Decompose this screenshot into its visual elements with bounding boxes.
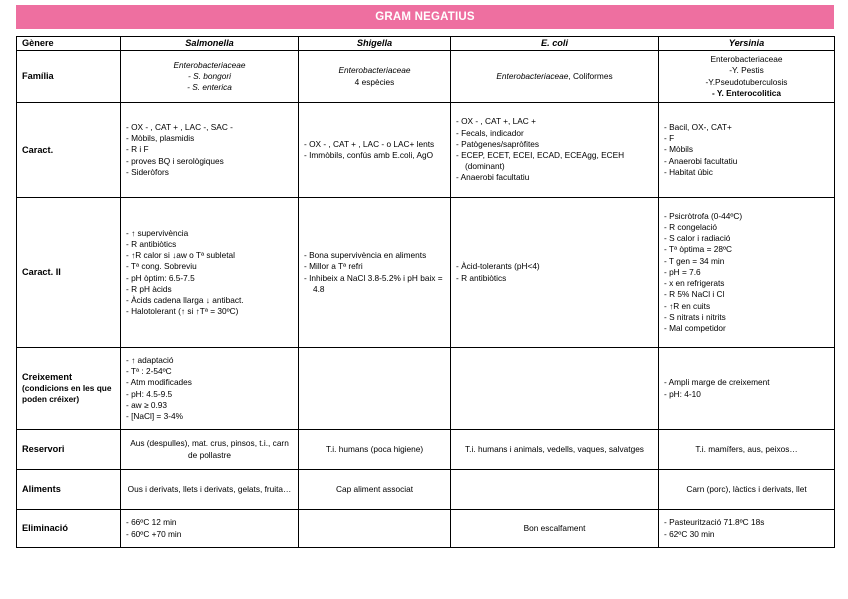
- list-item: - R antibiòtics: [456, 272, 507, 283]
- list-item: - pH: 4-10: [664, 388, 701, 399]
- list-item: - Tª òptima = 28ºC: [664, 244, 732, 255]
- list-item: - 60ºC +70 min: [126, 528, 182, 539]
- family-extra: , Coliformes: [568, 70, 613, 81]
- species-item: - S. bongori: [188, 70, 231, 81]
- row-label-aliments: Aliments: [17, 470, 121, 510]
- list-item: - Mòbils: [664, 144, 694, 155]
- cell-reservori-yersinia: T.i. mamífers, aus, peixos…: [659, 430, 835, 470]
- cell-caract-salmonella: [121, 103, 299, 198]
- list-item: - Inhibeix a NaCl 3.8-5.2% i pH baix = 4.8: [304, 272, 443, 294]
- bullet-list: [304, 250, 445, 295]
- row-label-caract2: Caract. II: [17, 198, 121, 348]
- cell-reservori-ecoli: T.i. humans i animals, vedells, vaques, salvatges: [451, 430, 659, 470]
- cell-familia-ecoli: [451, 51, 659, 103]
- table-title: GRAM NEGATIUS: [375, 11, 475, 23]
- row-creixement: [17, 348, 835, 430]
- row-label-eliminacio: Eliminació: [17, 510, 121, 548]
- list-item: - OX - , CAT +, LAC +: [456, 116, 536, 127]
- list-item: - Sideròfors: [126, 166, 169, 177]
- cell-familia-shigella: [299, 51, 451, 103]
- list-item: - ECEP, ECET, ECEI, ECAD, ECEAgg, ECEH (dominant): [456, 150, 625, 172]
- cell-familia-yersinia: [659, 51, 835, 103]
- bullet-list: [456, 261, 653, 283]
- header-row: [17, 37, 835, 51]
- cell-creixement-salmonella: [121, 348, 299, 430]
- species-item: - S. enterica: [187, 82, 232, 93]
- row-aliments: [17, 470, 835, 510]
- list-item: - [NaCl] = 3-4%: [126, 410, 183, 421]
- list-item: - S calor i radiació: [664, 233, 731, 244]
- header-shigella: Shigella: [299, 37, 451, 51]
- list-item: - Pasteurització 71.8ºC 18s: [664, 517, 765, 528]
- cell-reservori-shigella: T.i. humans (poca higiene): [299, 430, 451, 470]
- list-item: - 62ºC 30 min: [664, 528, 715, 539]
- list-item: - Mal competidor: [664, 322, 726, 333]
- row-eliminacio: [17, 510, 835, 548]
- bullet-list: [126, 517, 293, 539]
- cell-aliments-salmonella: Ous i derivats, llets i derivats, gelats, fruita…: [121, 470, 299, 510]
- list-item: - Psicròtrofa (0-44ºC): [664, 210, 743, 221]
- bullet-list: [126, 355, 293, 422]
- list-item: - pH òptim: 6.5-7.5: [126, 272, 195, 283]
- list-item: - Tª cong. Sobreviu: [126, 261, 197, 272]
- row-label-familia: Família: [17, 51, 121, 103]
- list-item: - Millor a Tª refri: [304, 261, 363, 272]
- species-item-highlight: - Y. Enterocolitica: [711, 87, 781, 98]
- list-item: - Halotolerant (↑ si ↑Tª = 30ºC): [126, 306, 239, 317]
- header-ecoli: E. coli: [451, 37, 659, 51]
- cell-familia-salmonella: [121, 51, 299, 103]
- list-item: - Ampli marge de creixement: [664, 377, 770, 388]
- list-item: - T gen = 34 min: [664, 255, 725, 266]
- bullet-list: [304, 139, 445, 161]
- cell-aliments-ecoli: [451, 470, 659, 510]
- cell-aliments-yersinia: Carn (porc), làctics i derivats, llet: [659, 470, 835, 510]
- list-item: - ↑R calor si ↓aw o Tª subletal: [126, 250, 235, 261]
- list-item: - ↑ adaptació: [126, 354, 174, 365]
- cell-reservori-salmonella: Aus (despulles), mat. crus, pinsos, t.i., carn de pollastre: [121, 430, 299, 470]
- row-label-creixement: [17, 348, 121, 430]
- list-item: - R congelació: [664, 222, 718, 233]
- family-name: Enterobacteriaceae: [496, 70, 569, 81]
- cell-aliments-shigella: Cap aliment associat: [299, 470, 451, 510]
- list-item: - Bacil, OX-, CAT+: [664, 121, 732, 132]
- cell-caract2-yersinia: [659, 198, 835, 348]
- list-item: - Habitat úbic: [664, 166, 713, 177]
- cell-eliminacio-shigella: [299, 510, 451, 548]
- cell-eliminacio-yersinia: [659, 510, 835, 548]
- list-item: - Fecals, indicador: [456, 127, 524, 138]
- family-name: Enterobacteriaceae: [338, 65, 411, 76]
- list-item: - R 5% NaCl i Cl: [664, 289, 725, 300]
- cell-caract2-salmonella: [121, 198, 299, 348]
- list-item: - pH = 7.6: [664, 266, 701, 277]
- list-item: - Atm modificades: [126, 377, 192, 388]
- list-item: - aw ≥ 0.93: [126, 399, 167, 410]
- list-item: - R pH àcids: [126, 283, 172, 294]
- bullet-list: [664, 517, 829, 539]
- list-item: - Àcid-tolerants (pH<4): [456, 261, 540, 272]
- list-item: - Anaerobi facultatiu: [664, 155, 738, 166]
- bullet-list: [664, 211, 829, 334]
- species-item: -Y.Pseudotuberculosis: [705, 76, 788, 87]
- row-label-caract: Caract.: [17, 103, 121, 198]
- cell-eliminacio-salmonella: [121, 510, 299, 548]
- header-genus-label: Gènere: [17, 37, 121, 51]
- gram-negative-table: [16, 36, 835, 548]
- cell-creixement-yersinia: [659, 348, 835, 430]
- list-item: - F: [664, 133, 675, 144]
- row-sublabel: (condicions en les que poden créixer): [22, 383, 112, 404]
- cell-caract-shigella: [299, 103, 451, 198]
- row-label-text: Creixement: [22, 372, 73, 382]
- list-item: - R antibiòtics: [126, 238, 177, 249]
- row-caract: [17, 103, 835, 198]
- row-label-reservori: Reservori: [17, 430, 121, 470]
- family-extra: 4 espècies: [354, 76, 395, 87]
- list-item: - S nitrats i nitrits: [664, 311, 726, 322]
- row-reservori: [17, 430, 835, 470]
- bullet-list: [126, 122, 293, 178]
- list-item: - ↑R en cuits: [664, 300, 711, 311]
- list-item: - 66ºC 12 min: [126, 517, 177, 528]
- list-item: - R i F: [126, 144, 149, 155]
- bullet-list: [664, 122, 829, 178]
- list-item: - proves BQ i serològiques: [126, 155, 224, 166]
- list-item: - OX - , CAT + , LAC -, SAC -: [126, 121, 233, 132]
- list-item: - Patògenes/sapròfites: [456, 138, 540, 149]
- list-item: - OX - , CAT + , LAC - o LAC+ lents: [304, 138, 435, 149]
- row-familia: [17, 51, 835, 103]
- row-caract2: [17, 198, 835, 348]
- header-salmonella: Salmonella: [121, 37, 299, 51]
- cell-creixement-shigella: [299, 348, 451, 430]
- bullet-list: [126, 228, 293, 318]
- list-item: - ↑ supervivència: [126, 227, 189, 238]
- species-item: -Y. Pestis: [729, 65, 764, 76]
- list-item: - Àcids cadena llarga ↓ antibact.: [126, 294, 244, 305]
- cell-caract2-shigella: [299, 198, 451, 348]
- family-name: Enterobacteriaceae: [710, 54, 783, 65]
- bullet-list: [456, 116, 653, 183]
- list-item: - Bona supervivència en aliments: [304, 250, 427, 261]
- cell-eliminacio-ecoli: Bon escalfament: [451, 510, 659, 548]
- table-title-banner: [16, 5, 834, 29]
- list-item: - Mòbils, plasmidis: [126, 133, 195, 144]
- cell-creixement-ecoli: [451, 348, 659, 430]
- list-item: - pH: 4.5-9.5: [126, 388, 173, 399]
- header-yersinia: Yersinia: [659, 37, 835, 51]
- family-name: Enterobacteriaceae: [173, 59, 246, 70]
- list-item: - Anaerobi facultatiu: [456, 172, 530, 183]
- list-item: - Tª : 2-54ºC: [126, 366, 172, 377]
- cell-caract-yersinia: [659, 103, 835, 198]
- cell-caract-ecoli: [451, 103, 659, 198]
- list-item: - x en refrigerats: [664, 278, 725, 289]
- cell-caract2-ecoli: [451, 198, 659, 348]
- bullet-list: [664, 377, 829, 399]
- list-item: - Immòbils, confús amb E.coli, AgO: [304, 150, 434, 160]
